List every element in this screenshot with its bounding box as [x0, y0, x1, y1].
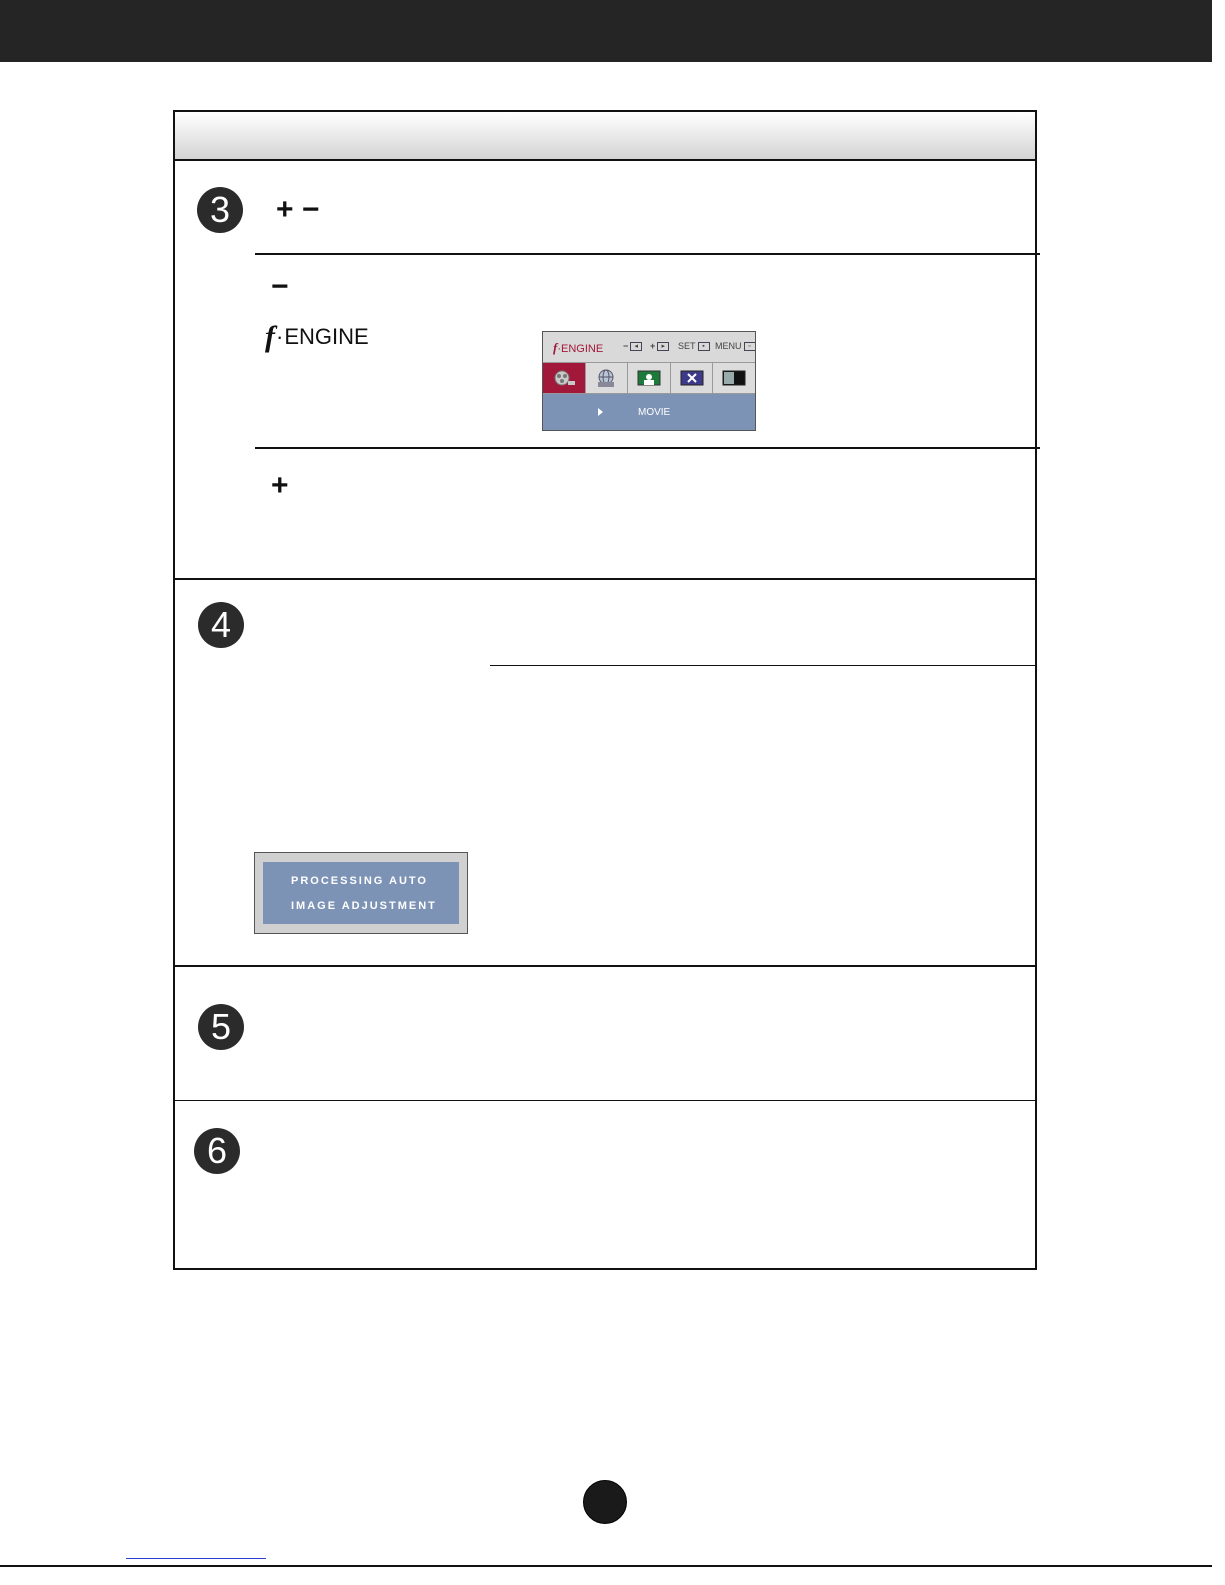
plus-minus-button-label: + − [276, 193, 320, 226]
processing-message-box [254, 852, 468, 934]
osd-minus-label: − [623, 341, 629, 351]
minus-button-label: − [271, 270, 289, 303]
photo-mode-icon [628, 363, 671, 393]
processing-message-panel [263, 862, 459, 924]
movie-mode-icon [543, 363, 586, 393]
footer-link-underline [126, 1558, 266, 1559]
osd-mode-panel [543, 394, 755, 431]
divider-section3-end [173, 578, 1037, 580]
demo-mode-icon [713, 363, 755, 393]
internet-mode-icon [586, 363, 629, 393]
osd-set-control [678, 341, 710, 351]
section-number-6: 6 [194, 1128, 240, 1174]
osd-minus-control [623, 341, 642, 351]
footer-rule [0, 1565, 1212, 1567]
divider-section3-sub1 [255, 253, 1040, 255]
top-header-bar [0, 0, 1212, 62]
osd-title [553, 340, 603, 356]
fengine-osd-menu [542, 331, 756, 431]
osd-right-key-icon: ▸ [657, 342, 669, 351]
divider-section4-sub [490, 665, 1037, 666]
divider-section5-end [173, 1100, 1037, 1101]
content-frame [173, 110, 1037, 1270]
osd-menu-control [715, 341, 756, 351]
osd-set-key-icon: ▪ [698, 342, 710, 351]
plus-button-label: + [271, 469, 289, 502]
osd-arrow-icon [598, 408, 603, 416]
processing-line-1: PROCESSING AUTO [291, 875, 428, 887]
osd-plus-label: + [650, 341, 656, 351]
section-number-3: 3 [197, 187, 243, 233]
osd-title-f: f [553, 340, 558, 355]
page-number-badge [583, 1480, 627, 1524]
processing-line-2: IMAGE ADJUSTMENT [291, 900, 437, 912]
section-number-4: 4 [198, 602, 244, 648]
osd-selected-mode: MOVIE [638, 407, 671, 418]
divider-section3-sub2 [255, 447, 1040, 449]
osd-top-bar [543, 332, 755, 362]
osd-menu-label: MENU [715, 341, 742, 351]
section-number-5: 5 [198, 1004, 244, 1050]
table-header-band [175, 112, 1035, 161]
osd-plus-control [650, 341, 669, 351]
fengine-text: ENGINE [284, 324, 369, 349]
osd-left-key-icon: ◂ [630, 342, 642, 351]
fengine-dot: · [276, 324, 284, 349]
divider-section4-end [173, 965, 1037, 967]
osd-set-label: SET [678, 341, 696, 351]
osd-title-text: ·ENGINE [557, 343, 604, 355]
user-mode-icon [671, 363, 714, 393]
fengine-f-glyph: f [265, 320, 275, 353]
osd-menu-key-icon: ▫ [744, 342, 756, 351]
fengine-logo [265, 320, 369, 354]
osd-mode-icons [543, 362, 755, 394]
